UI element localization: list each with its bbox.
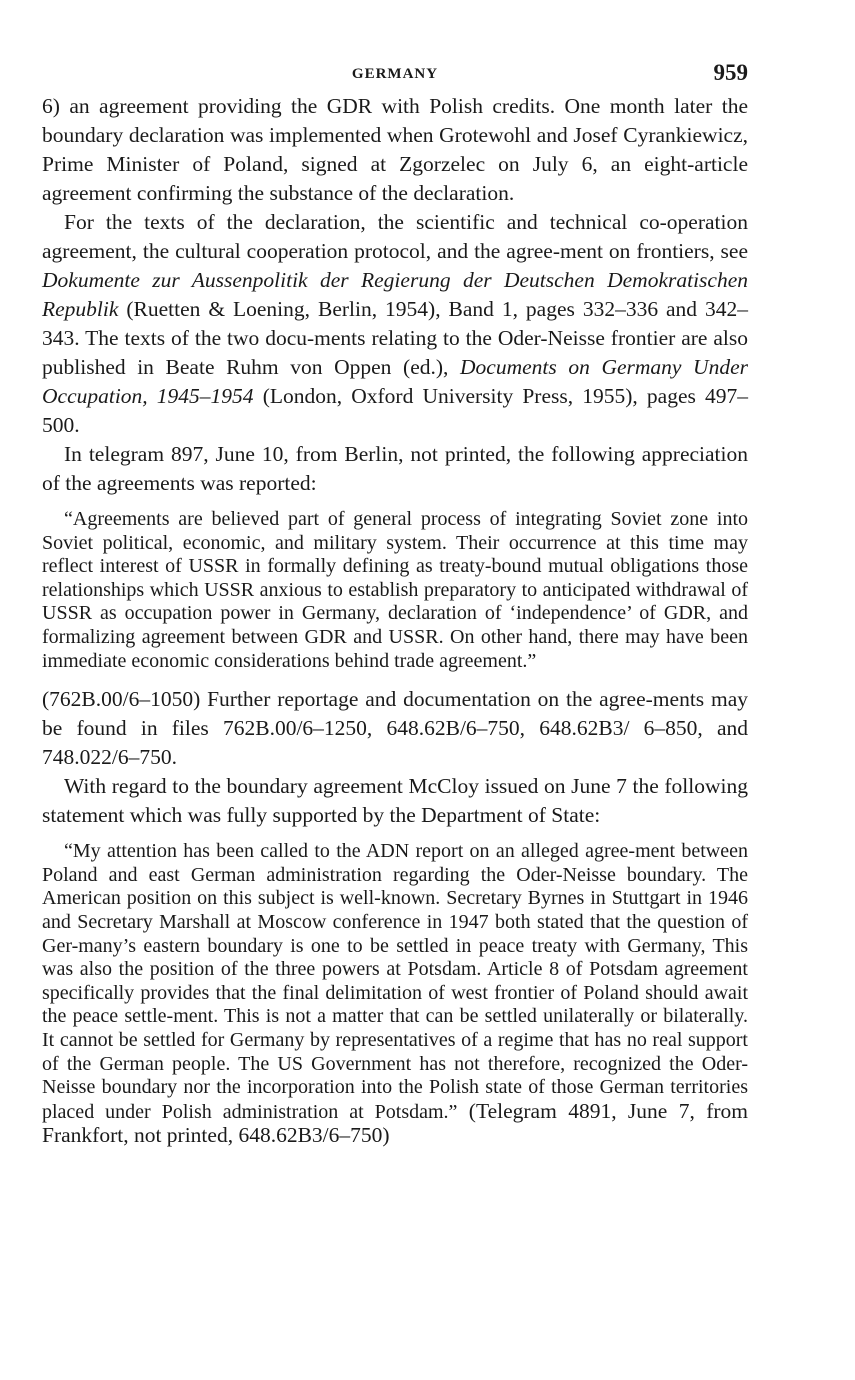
telegram-citation: (Telegram 4891, June 7, from Frankfort, not printed, 648.62B3/6–750) — [42, 1098, 748, 1148]
running-title: GERMANY — [351, 66, 439, 82]
running-header — [42, 58, 748, 92]
paragraph-file-references: (762B.00/6–1050) Further reportage and documentation on the agree-ments may be found in files 762B.00/6–1250, 648.62B/6–750, 648.62B3/ 6–850, and 748.022/6–750. — [42, 687, 748, 770]
paragraph-mccloy-statement-intro: With regard to the boundary agreement McCloy issued on June 7 the following statement which was fully supported by the Department of State: — [42, 774, 748, 828]
quotation-agreements-appreciation: “Agreements are believed part of general process of integrating Soviet zone into Soviet political, economic, and military system. Their occurrence at this time may reflect interest of USSR in formally defining as treaty-bound mutual obligations those relationships which USSR anxious to establish preparatory to anticipated withdrawal of USSR as occupation power in Germany, declaration of ‘independence’ of GDR, and formalizing agreement between GDR and USSR. On other hand, there may have been immediate economic considerations behind trade agreement.” — [42, 508, 748, 672]
book-title-documents-on-germany: Documents on Germany Under Occupation, 1945–1954 — [42, 355, 748, 408]
paragraph-telegram-897: In telegram 897, June 10, from Berlin, not printed, the following appreciation of the agreements was reported: — [42, 442, 748, 495]
paragraph-texts-sources — [42, 208, 748, 440]
paragraph-text: For the texts of the declaration, the scientific and technical co-operation agreement, the cultural cooperation protocol, and the agree-ment on frontiers, see — [42, 210, 748, 263]
quotation-text: “My attention has been called to the ADN report on an alleged agree-ment between Poland and east German administration regarding the Oder-Neisse boundary. The American position on this subject is well-known. Secretary Byrnes in Stuttgart in 1946 and Secretary Marshall at Moscow conference in 1947 both stated that the question of Ger-many’s eastern boundary is one to be settled in peace treaty with Germany, This was also the position of the three powers at Potsdam. Article 8 of Potsdam agreement specifically provides that the final delimitation of west frontier of Poland should await the peace settle-ment. This is not a matter that can be settled unilaterally or bilaterally. It cannot be settled for Germany by representatives of a regime that has no real support of the German people. The US Government has not therefore, recognized the Oder-Neisse boundary nor the incorporation into the Polish state of those German territories placed under Polish administration at Potsdam.” — [42, 840, 748, 1123]
document-page — [42, 58, 748, 1161]
book-title-dokumente: Dokumente zur Aussenpolitik der Regierung der Deutschen Demokratischen Republik — [42, 268, 748, 321]
page-number: 959 — [713, 60, 748, 85]
paragraph-text: (Ruetten & Loening, Berlin, 1954), Band 1, pages 332–336 and 342–343. The texts of the two docu-ments relating to the Oder-Neisse frontier are also published in Beate Ruhm von Oppen (ed.), — [42, 297, 748, 379]
quotation-mccloy-statement — [42, 840, 748, 1149]
paragraph-agreement-credits: 6) an agreement providing the GDR with Polish credits. One month later the boundary declaration was implemented when Grotewohl and Josef Cyrankiewicz, Prime Minister of Poland, signed at Zgorzelec on July 6, an eight-article agreement confirming the substance of the declaration. — [42, 94, 748, 205]
paragraph-text: (London, Oxford University Press, 1955), pages 497–500. — [42, 384, 748, 437]
